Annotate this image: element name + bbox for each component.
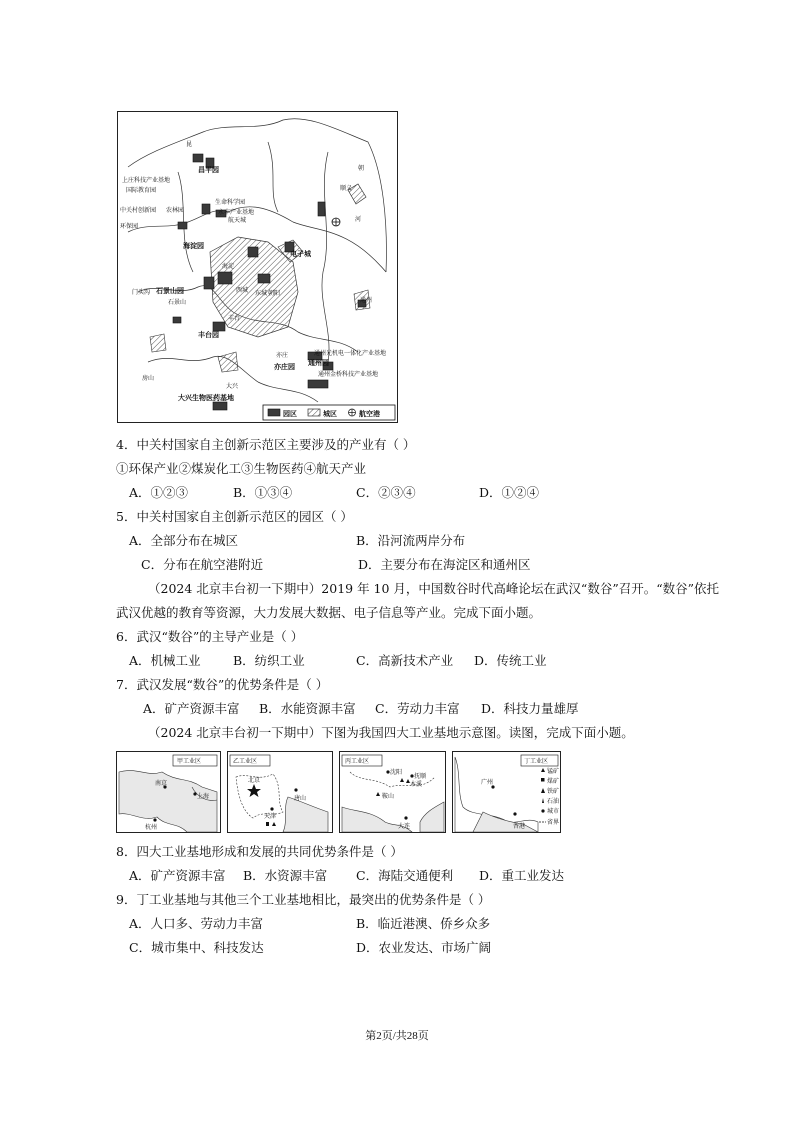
q7-option-d[interactable]: D．科技力量雄厚	[481, 701, 579, 716]
label-chao: 朝	[358, 165, 365, 172]
label-yongfeng: 永丰产业基地	[218, 209, 255, 216]
label-xicheng: 西城	[236, 287, 249, 294]
label-shengming: 生命科学园	[215, 199, 246, 206]
label-shijingshan: 石景山	[168, 299, 187, 306]
jia-title: 甲工业区	[177, 758, 202, 765]
industrial-legend	[539, 767, 559, 826]
q5-option-c[interactable]: C．分布在航空港附近	[141, 557, 264, 572]
bing-city-fushun: 抚顺	[414, 773, 427, 780]
label-changping: 昌平园	[198, 166, 219, 174]
label-shunyi: 顺义	[340, 185, 353, 192]
yi-city-tianjin: 天津	[264, 813, 277, 820]
q5-option-a[interactable]: A．全部分布在城区	[129, 533, 239, 548]
label-daxing: 大兴	[226, 383, 239, 390]
q5-stem: 5．中关村国家自主创新示范区的园区（ ）	[116, 509, 353, 524]
legend-city: 城区	[323, 410, 337, 418]
label-zgc-xinyuan: 中关村创新园	[120, 207, 157, 214]
q7-option-b[interactable]: B．水能资源丰富	[259, 701, 356, 716]
q9-option-a[interactable]: A．人口多、劳动力丰富	[129, 916, 264, 931]
label-chaoyang: 朝阳	[268, 290, 281, 297]
jia-city-hangzhou: 杭州	[145, 824, 158, 831]
q9-option-b[interactable]: B．临近港澳、侨乡众多	[356, 916, 491, 931]
q8-stem: 8．四大工业基地形成和发展的共同优势条件是（ ）	[116, 844, 403, 859]
q6-option-b[interactable]: B．纺织工业	[233, 653, 305, 668]
label-shangzhuang: 上庄科技产业基地	[122, 177, 171, 184]
yi-city-tangshan: 唐山	[294, 795, 307, 802]
legend-park: 园区	[283, 410, 297, 418]
map-jia	[116, 751, 221, 833]
label-fengtai: 丰台	[228, 315, 241, 322]
label-fangshan: 房山	[142, 375, 155, 382]
bing-city-benxi: 本溪	[410, 781, 423, 788]
q7-option-a[interactable]: A．矿产资源丰富	[143, 701, 240, 716]
q4-stem: 4．中关村国家自主创新示范区主要涉及的产业有（ ）	[116, 437, 416, 452]
jia-city-shanghai: 上海	[197, 793, 210, 800]
label-he: 河	[355, 216, 362, 223]
legend-meng: 锰矿	[547, 768, 560, 775]
label-shijingshan-yuan: 石景山园	[156, 287, 184, 295]
label-tongzhou: 通州	[360, 297, 373, 304]
q9-stem: 9．丁工业基地与其他三个工业基地相比，最突出的优势条件是（ ）	[116, 892, 491, 907]
ding-city-hongkong: 香港	[513, 823, 526, 830]
yi-title: 乙工业区	[233, 758, 258, 765]
q8-option-d[interactable]: D．重工业发达	[479, 868, 565, 883]
label-haidian: 海淀园	[183, 242, 204, 250]
label-daxing-bio: 大兴生物医药基地	[178, 394, 234, 402]
label-tongzhou-jinqiao: 通州金桥科技产业基地	[318, 371, 379, 378]
label-tongzhou-guangji: 通州光机电一体化产业基地	[314, 350, 387, 357]
q5-option-b[interactable]: B．沿河流两岸分布	[356, 533, 466, 548]
label-hangtian: 航天城	[228, 217, 247, 224]
yi-city-beijing: 北京	[248, 777, 261, 784]
q4-option-a[interactable]: A．①②③	[129, 485, 189, 500]
q4-option-c[interactable]: C．②③④	[356, 485, 416, 500]
jia-city-nanjing: 南京	[155, 780, 168, 787]
legend-mei: 煤矿	[547, 778, 560, 785]
bing-city-shenyang: 沈阳	[390, 769, 403, 776]
q9-option-d[interactable]: D．农业发达、市场广阔	[356, 940, 492, 955]
label-kun: 昆	[186, 141, 193, 148]
label-yizhuang: 亦庄	[276, 352, 289, 359]
ding-title: 丁工业区	[524, 758, 549, 765]
label-fengtai-yuan: 丰台园	[198, 331, 219, 339]
legend-city: 城市	[547, 808, 560, 815]
q5-option-d[interactable]: D．主要分布在海淀区和通州区	[358, 557, 531, 572]
q9-option-c[interactable]: C．城市集中、科技发达	[129, 940, 264, 955]
bing-city-dalian: 大连	[398, 823, 411, 830]
legend-tie: 铁矿	[547, 788, 560, 795]
label-yizhuang-yuan: 亦庄园	[274, 363, 295, 371]
intro2: （2024 北京丰台初一下期中）下图为我国四大工业基地示意图。读图，完成下面小题。	[148, 725, 634, 740]
page-number: 第2页/共28页	[365, 1030, 429, 1042]
q4-option-d[interactable]: D．①②④	[479, 485, 540, 500]
label-guoji: 国际教育园	[126, 187, 157, 194]
bing-title: 丙工业区	[345, 758, 370, 765]
legend-airport: 航空港	[359, 410, 380, 418]
bing-city-anshan: 鞍山	[382, 793, 395, 800]
q8-option-a[interactable]: A．矿产资源丰富	[129, 868, 226, 883]
map-ding	[452, 751, 561, 833]
q8-option-b[interactable]: B．水资源丰富	[243, 868, 328, 883]
label-dongcheng: 东城	[255, 290, 268, 297]
map-canvas	[118, 112, 396, 421]
q4-option-b[interactable]: B．①③④	[233, 485, 293, 500]
q7-option-c[interactable]: C．劳动力丰富	[375, 701, 460, 716]
q6-option-a[interactable]: A．机械工业	[129, 653, 201, 668]
label-dianzi: 电子城	[290, 250, 311, 258]
q4-sub: ①环保产业②煤炭化工③生物医药④航天产业	[116, 461, 367, 476]
map-yi	[227, 751, 333, 833]
q6-stem: 6．武汉“数谷”的主导产业是（ ）	[116, 629, 304, 644]
label-huanbao: 环保园	[120, 223, 139, 230]
q6-option-d[interactable]: D．传统工业	[474, 653, 547, 668]
q6-option-c[interactable]: C．高新技术产业	[356, 653, 454, 668]
map-bing	[339, 751, 446, 833]
zhongguancun-map	[117, 111, 398, 423]
q7-stem: 7．武汉发展“数谷”的优势条件是（ ）	[116, 677, 329, 692]
intro1-line1: （2024 北京丰台初一下期中）2019 年 10 月，中国数谷时代高峰论坛在武汉“数谷”召开。“数谷”依托	[148, 581, 719, 596]
map-legend	[263, 405, 395, 420]
legend-shiyou: 石油	[547, 798, 560, 805]
q8-option-c[interactable]: C．海陆交通便利	[356, 868, 454, 883]
label-nonglin: 农林园	[166, 207, 185, 214]
label-mentougou: 门头沟	[132, 289, 151, 296]
label-haidian-city: 海淀	[222, 263, 235, 270]
ding-city-guangzhou: 广州	[481, 779, 494, 786]
legend-border: 省界	[547, 819, 560, 826]
label-tongzhou-yuan: 通州园	[308, 359, 329, 367]
intro1-line2: 武汉优越的教育等资源，大力发展大数据、电子信息等产业。完成下面小题。	[116, 605, 542, 620]
